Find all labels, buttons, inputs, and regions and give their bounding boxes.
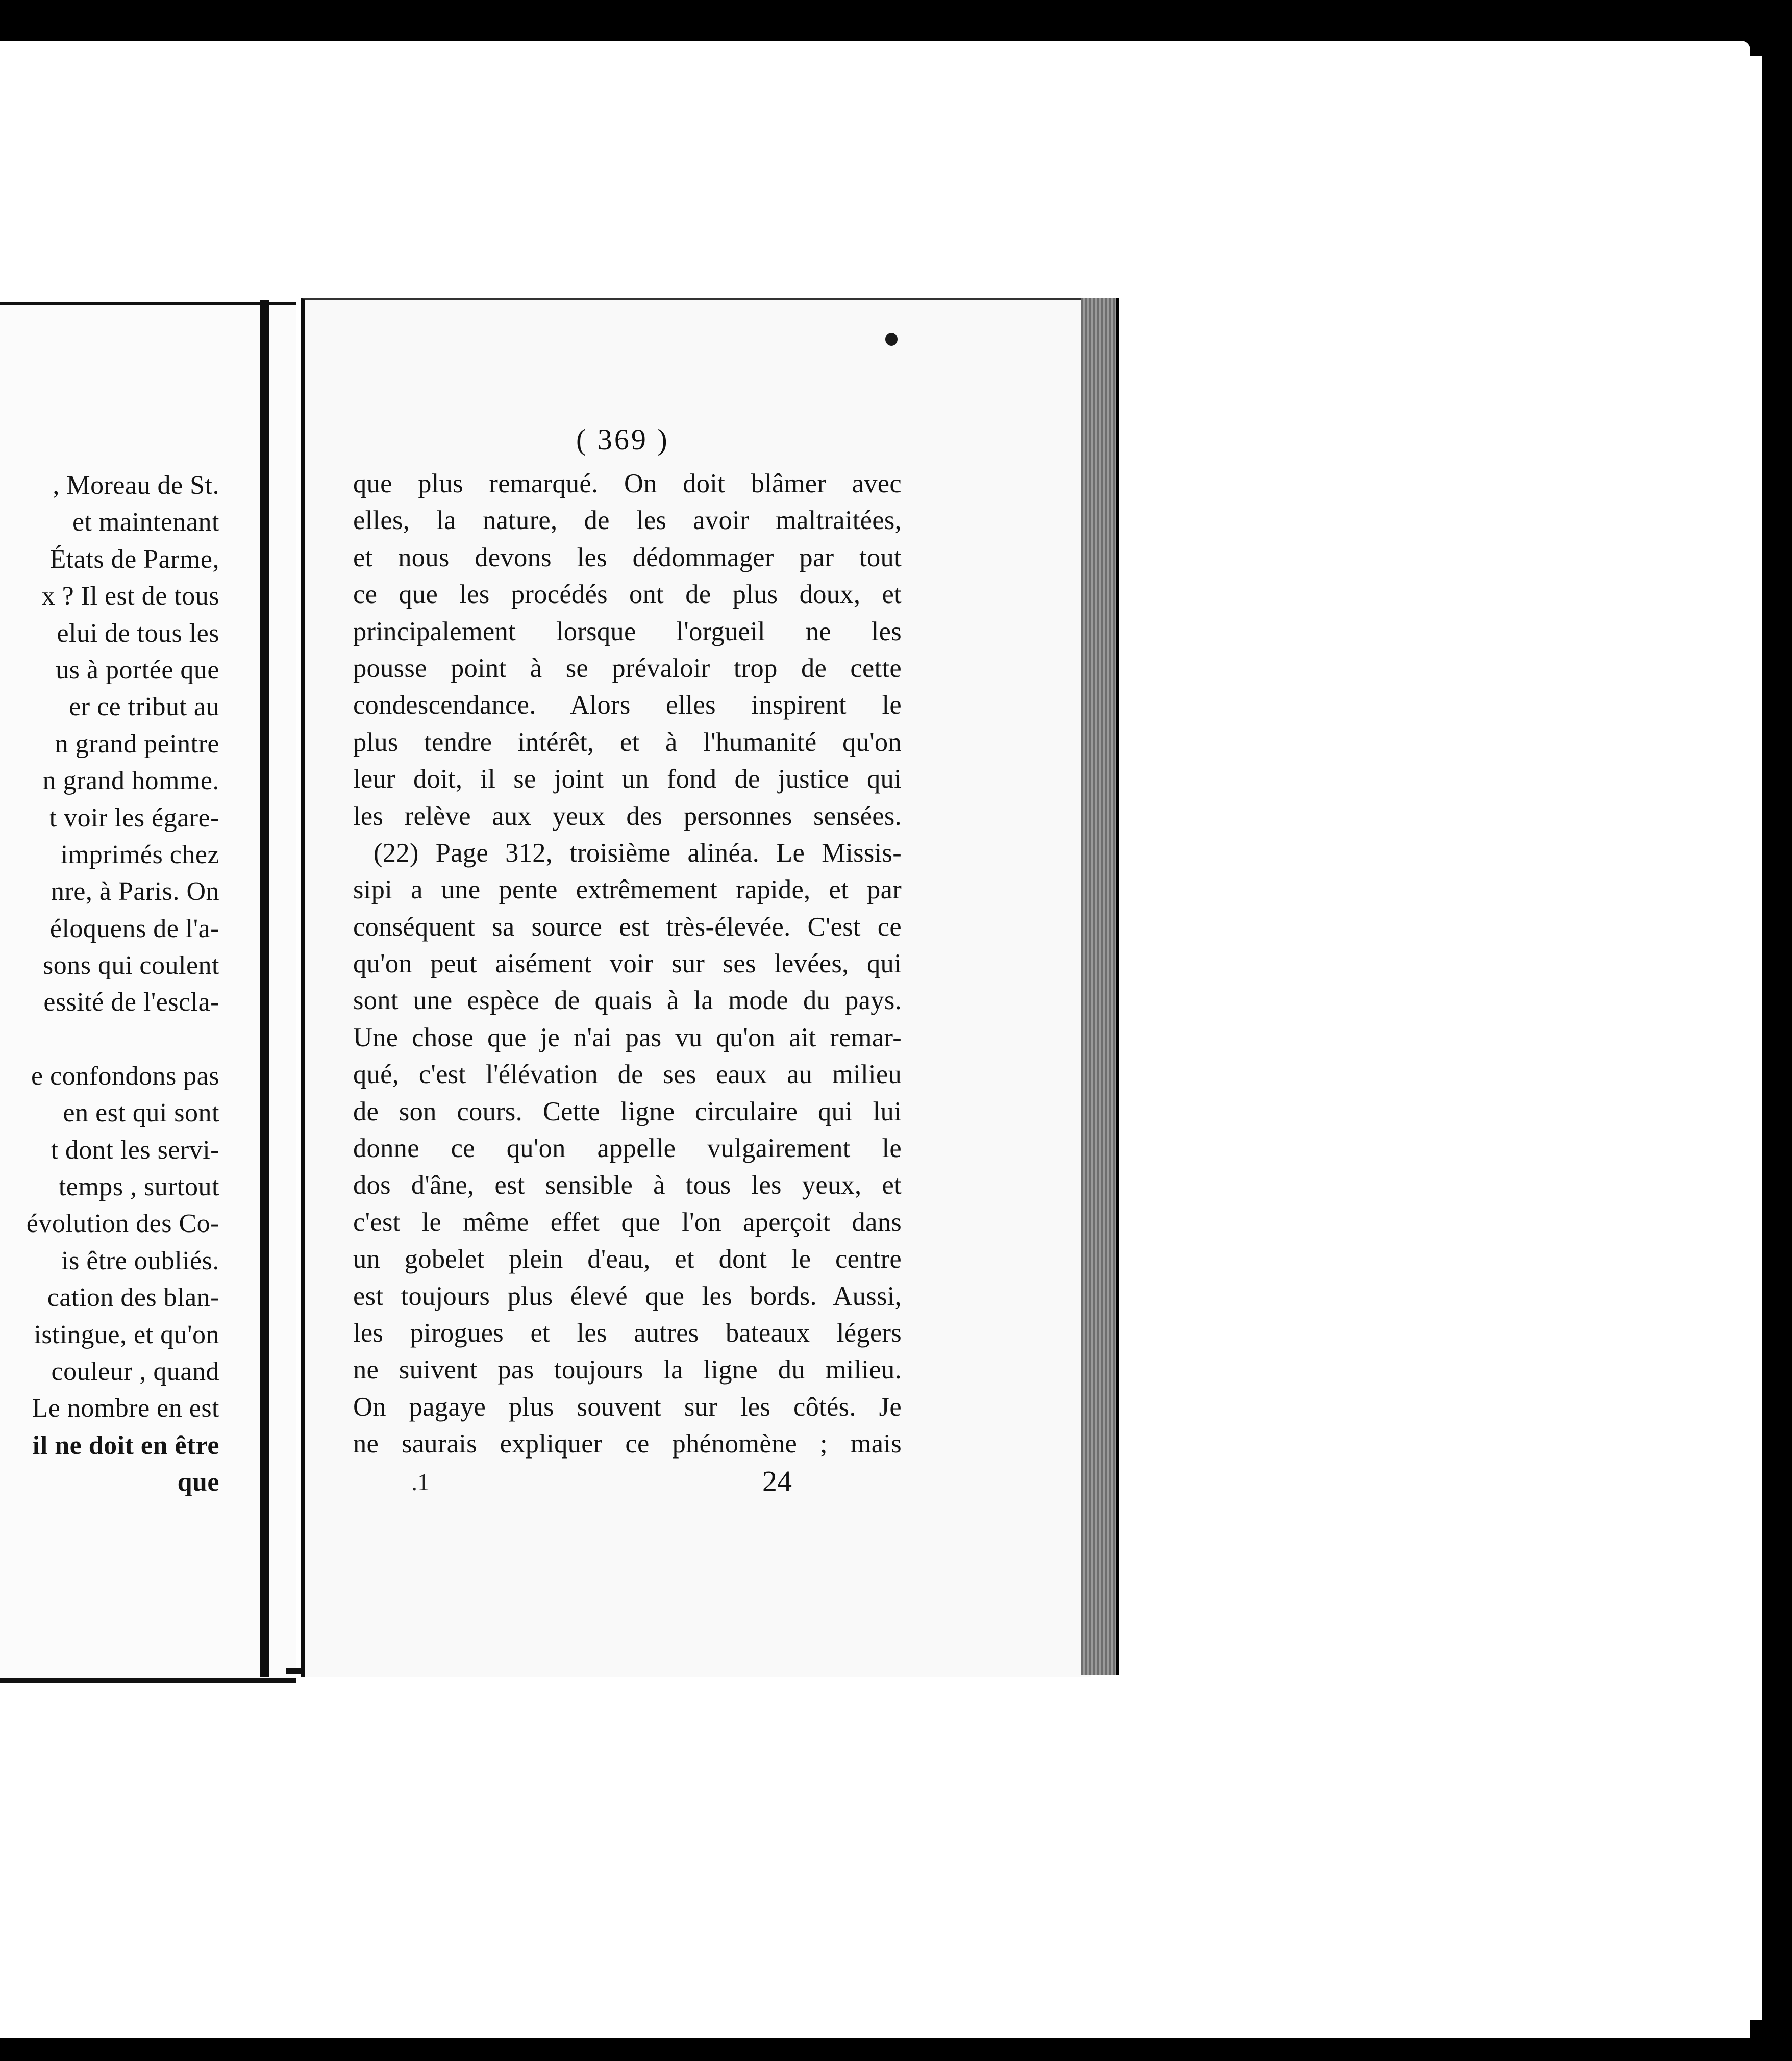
left-page-line: e confondons pas: [31, 1061, 219, 1091]
body-line: pousse point à se prévaloir trop de cette: [353, 653, 902, 683]
body-line: ne suivent pas toujours la ligne du milieu.: [353, 1355, 902, 1385]
body-line: leur doit, il se joint un fond de justice qui: [353, 764, 902, 794]
left-page-line: x ? Il est de tous: [41, 582, 219, 611]
page-edge-stack: [1081, 298, 1119, 1675]
left-page-line: us à portée que: [56, 655, 219, 685]
left-page-line: , Moreau de St.: [53, 471, 219, 500]
body-line: c'est le même effet que l'on aperçoit dans: [353, 1207, 902, 1237]
body-line: qué, c'est l'élévation de ses eaux au milieu: [353, 1060, 902, 1090]
left-page-line: en est qui sont: [63, 1098, 219, 1128]
left-page-line: is être oubliés.: [61, 1246, 219, 1275]
left-page-line: elui de tous les: [57, 618, 219, 648]
left-page-line: que: [177, 1468, 219, 1497]
body-line: (22) Page 312, troisième alinéa. Le Missis-: [374, 838, 902, 868]
signature-number: 24: [762, 1465, 792, 1498]
left-page-line: t voir les égare-: [49, 803, 219, 833]
body-line: plus tendre intérêt, et à l'humanité qu'on: [353, 727, 902, 757]
signature-mark: .1: [411, 1469, 430, 1496]
left-page-line: et maintenant: [72, 508, 219, 537]
body-line: elles, la nature, de les avoir maltraitées,: [353, 506, 902, 536]
body-line: Une chose que je n'ai pas vu qu'on ait remar-: [353, 1022, 902, 1052]
body-line: est toujours plus élevé que les bords. Aussi,: [353, 1281, 902, 1311]
body-line: ne saurais expliquer ce phénomène ; mais: [353, 1429, 902, 1459]
body-line: conséquent sa source est très-élevée. C'est ce: [353, 912, 902, 942]
body-line: qu'on peut aisément voir sur ses levées, qui: [353, 949, 902, 979]
left-page-line: er ce tribut au: [69, 692, 219, 722]
body-line: sont une espèce de quais à la mode du pays.: [353, 986, 902, 1016]
body-line: les relève aux yeux des personnes sensées.: [353, 801, 902, 831]
left-page: [0, 302, 296, 1683]
left-page-line: éloquens de l'a-: [49, 914, 219, 943]
body-line: et nous devons les dédommager par tout: [353, 542, 902, 572]
body-line: un gobelet plein d'eau, et dont le centre: [353, 1244, 902, 1274]
left-page-line: il ne doit en être: [32, 1430, 219, 1460]
left-page-line: temps , surtout: [58, 1172, 219, 1202]
left-page-line: t dont les servi-: [51, 1135, 219, 1165]
left-page-line: n grand homme.: [42, 766, 219, 796]
left-page-line: nre, à Paris. On: [51, 877, 219, 907]
left-page-line: couleur , quand: [51, 1356, 219, 1386]
left-page-line: évolution des Co-: [26, 1209, 219, 1239]
left-page-line: sons qui coulent: [43, 951, 219, 981]
body-line: les pirogues et les autres bateaux légers: [353, 1318, 902, 1348]
book-gutter: [260, 300, 269, 1677]
left-page-line: cation des blan-: [47, 1283, 219, 1313]
left-page-line: istingue, et qu'on: [34, 1320, 219, 1349]
page-number: ( 369 ): [576, 423, 669, 456]
body-line: ce que les procédés ont de plus doux, et: [353, 580, 902, 610]
body-line: principalement lorsque l'orgueil ne les: [353, 616, 902, 646]
left-page-line: n grand peintre: [55, 729, 219, 759]
left-page-line: États de Parme,: [49, 544, 219, 574]
scan-frame-right: [1763, 41, 1792, 2061]
body-line: On pagaye plus souvent sur les côtés. Je: [353, 1392, 902, 1422]
left-page-line: Le nombre en est: [32, 1394, 219, 1423]
body-line: donne ce qu'on appelle vulgairement le: [353, 1134, 902, 1164]
left-page-line: essité de l'escla-: [43, 988, 219, 1017]
body-line: dos d'âne, est sensible à tous les yeux, et: [353, 1170, 902, 1200]
right-page-text: [353, 465, 902, 1463]
body-line: sipi a une pente extrêmement rapide, et par: [353, 875, 902, 905]
left-page-text: [27, 467, 219, 1501]
ink-blot: [885, 333, 898, 346]
body-line: condescendance. Alors elles inspirent le: [353, 690, 902, 720]
scan-frame-bottom: [0, 2038, 1792, 2061]
body-line: que plus remarqué. On doit blâmer avec: [353, 469, 902, 498]
left-page-line: imprimés chez: [60, 840, 219, 869]
body-line: de son cours. Cette ligne circulaire qui lui: [353, 1096, 902, 1126]
